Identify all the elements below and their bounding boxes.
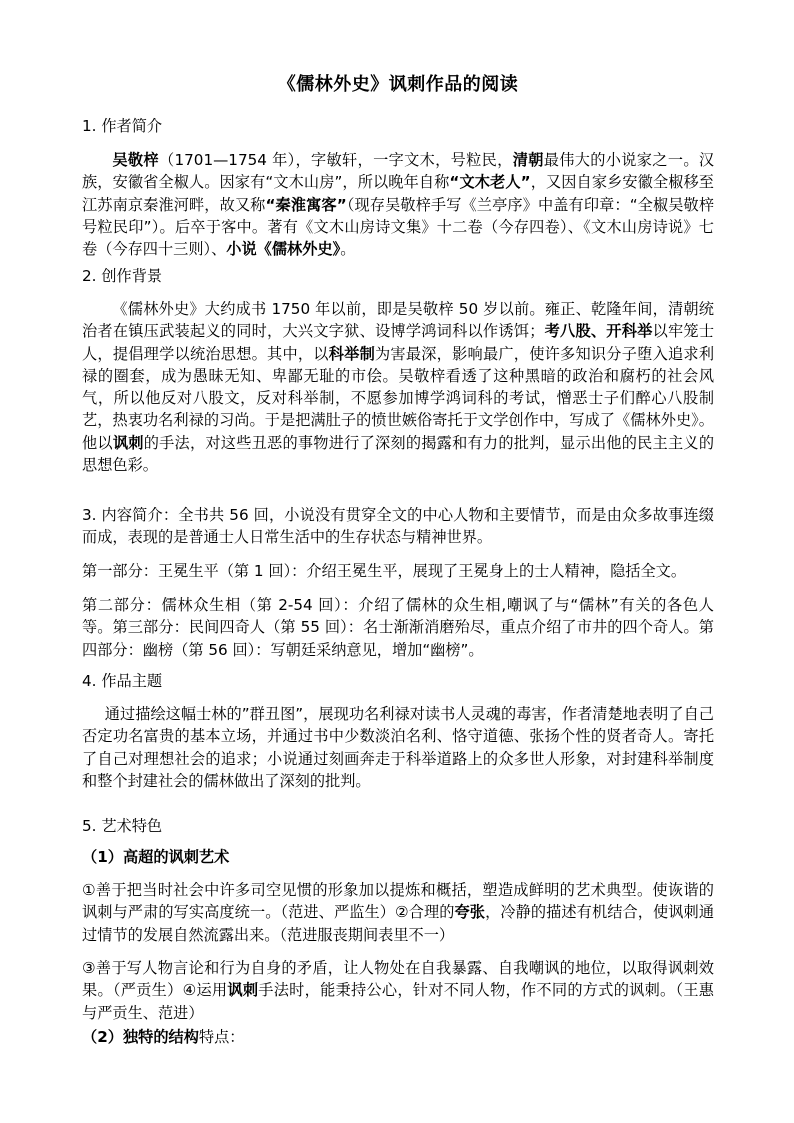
text-run: ，又因自家乡安徽全椒移至江苏南京秦淮河畔，故又称 [82,173,714,214]
text-run: ③善于写人物言论和行为自身的矛盾，让人物处在自我暴露、自我嘲讽的地位，以取得讽刺效果。（严贡生）④运用 [82,959,714,1000]
text-bold: 科举制 [328,344,375,363]
text-run: 最伟大的小说家之一。汉族，安徽省全椒人。因家有“文木山房”，所以晚年自称 [82,151,715,192]
text-run: （现存吴敬梓手写《兰亭序》中盖有印章：“全椒吴敬梓号粒民印”）。后卒于客中。著有《文木山房诗文集》十二卷（今存四卷）、《文木山房诗说》七卷（今存四十三则）、 [82,195,715,259]
section-heading-background: 2. 创作背景 [82,267,163,285]
text-run: 手法时，能秉持公心，针对不同人物，作不同的方式的讽刺。（王惠与严贡生、范进） [82,981,714,1022]
section-heading-theme: 4. 作品主题 [82,672,163,690]
text-run: 《儒林外史》大约成书 1750 年以前，即是吴敬梓 50 岁以前。雍正、乾隆年间，清朝统治者在镇压武装起义的同时，大兴文字狱、设博学鸿词科以作诱饵； [82,300,714,341]
subheading-satire: （1）高超的讽刺艺术 [82,848,230,866]
text-bold: 小说《儒林外史》 [226,240,341,259]
text-bold: 夸张 [454,903,486,922]
text-run: （1701—1754 年），字敏轩，一字文木，号粒民， [158,151,513,169]
text-run: 以牢笼士人，提倡理学以统治思想。其中，以 [82,322,715,363]
text-run: ，冷静的描述有机结合，使讽刺通过情节的发展自然流露出来。（范进服丧期间表里不一） [82,903,715,944]
text-bold: “文木老人” [449,173,531,192]
text-bold: 讽刺 [227,981,259,1000]
paragraph-parts-two-to-four: 第二部分：儒林众生相（第 2-54 回）：介绍了儒林的众生相,嘲讽了与“儒林”有关的各色人等。第三部分：民间四奇人（第 55 回）：名士渐渐消磨殆尽，重点介绍了市井的四个奇人。第四部分：幽榜（第 56 回）：写朝廷采纳意见，增加“幽榜”。 [82,596,714,659]
paragraph-satire-3-4 [82,957,714,1024]
text-run: 为害最深，影响最广，使许多知识分子堕入追求利禄的圈套，成为愚昧无知、卑鄙无耻的市侩。吴敬梓看透了这种黑暗的政治和腐朽的社会风气，所以他反对八股文，反对科举制，不愿参加博学鸿词科的考试，憎恶士子们醉心八股制艺，热衷功名利禄的习尚。于是把满肚子的愤世嫉俗寄托于文学创作中，写成了《儒林外史》。他以 [82,344,715,452]
text-bold: 考八股、开科举 [544,322,653,341]
paragraph-satire-1-2 [82,879,714,946]
text-bold: “秦淮寓客” [265,195,347,214]
text-run: 特点： [198,1028,245,1046]
text-run: 。 [340,240,356,259]
text-bold: 吴敬梓 [112,151,159,169]
paragraph-theme: 通过描绘这幅士林的”群丑图”，展现功名利禄对读书人灵魂的毒害，作者清楚地表明了自己否定功名富贵的基本立场，并通过书中少数淡泊名利、恪守道德、张扬个性的贤者奇人。寄托了自己对理想社会的追求；小说通过刻画奔走于科举道路上的众多世人形象，对封建科举制度和整个封建社会的儒林做出了深刻的批判。 [82,705,714,790]
paragraph-part-one: 第一部分：王冕生平（第 1 回）：介绍王冕生平，展现了王冕身上的士人精神，隐括全文。 [82,562,687,580]
text-run: 的手法，对这些丑恶的事物进行了深刻的揭露和有力的批判，显示出他的民主主义的思想色彩。 [82,433,715,475]
text-bold: 讽刺 [112,433,144,452]
section-heading-art: 5. 艺术特色 [82,817,163,835]
text-bold: （2）独特的结构 [82,1028,199,1046]
paragraph-author-bio [82,149,714,260]
section-heading-author: 1. 作者简介 [82,117,163,135]
text-run: ①善于把当时社会中许多司空见惯的形象加以提炼和概括，塑造成鲜明的艺术典型。使诙谐的讽刺与严肃的写实高度统一。（范进、严监生）②合理的 [82,881,714,922]
page-title: 《儒林外史》讽刺作品的阅读 [277,74,519,95]
paragraph-background [82,298,714,476]
paragraph-content-summary: 3. 内容简介：全书共 56 回，小说没有贯穿全文的中心人物和主要情节，而是由众多故事连缀而成，表现的是普通士人日常生活中的生存状态与精神世界。 [82,506,714,547]
text-bold: 清朝 [512,151,544,169]
subheading-structure [82,1026,714,1048]
